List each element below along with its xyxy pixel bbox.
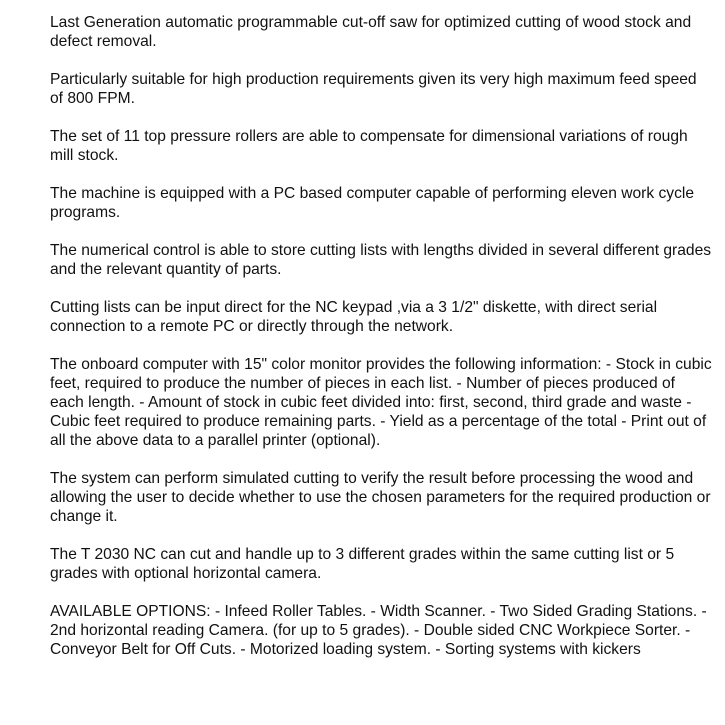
numerical-control-paragraph: The numerical control is able to store cutting lists with lengths divided in several different grades and the relevant quantity of parts. — [50, 242, 712, 278]
feed-speed-paragraph: Particularly suitable for high production requirements given its very high maximum feed speed of 800 FPM. — [50, 71, 697, 107]
simulated-cutting-paragraph: The system can perform simulated cutting to verify the result before processing the wood and allowing the user to decide whether to use the chosen parameters for the required production or change it. — [50, 470, 711, 525]
onboard-computer-paragraph: The onboard computer with 15" color monitor provides the following information: - Stock in cubic feet, required to produce the number of pieces in each list. - Number of pieces produced of each length. - Amount of stock in cubic feet divided into: first, second, third grade and waste - Cubic feet required to produce remaining parts. - Yield as a percentage of the total - Print out of all the above data to a parallel printer (optional). — [50, 356, 712, 449]
pc-computer-paragraph: The machine is equipped with a PC based computer capable of performing eleven work cycle programs. — [50, 185, 695, 221]
available-options-paragraph: AVAILABLE OPTIONS: - Infeed Roller Tables. - Width Scanner. - Two Sided Grading Stations. - 2nd horizontal reading Camera. (for up to 5 grades). - Double sided CNC Workpiece Sorter. - Conveyor Belt for Off Cuts. - Motorized loading system. - Sorting systems with kickers — [50, 603, 707, 658]
cutting-lists-paragraph: Cutting lists can be input direct for the NC keypad ,via a 3 1/2" diskette, with direct serial connection to a remote PC or directly through the network. — [50, 299, 658, 335]
product-description — [50, 13, 712, 659]
grades-paragraph: The T 2030 NC can cut and handle up to 3 different grades within the same cutting list or 5 grades with optional horizontal camera. — [50, 546, 675, 582]
intro-paragraph: Last Generation automatic programmable cut-off saw for optimized cutting of wood stock and defect removal. — [50, 14, 692, 50]
pressure-rollers-paragraph: The set of 11 top pressure rollers are able to compensate for dimensional variations of rough mill stock. — [50, 128, 688, 164]
